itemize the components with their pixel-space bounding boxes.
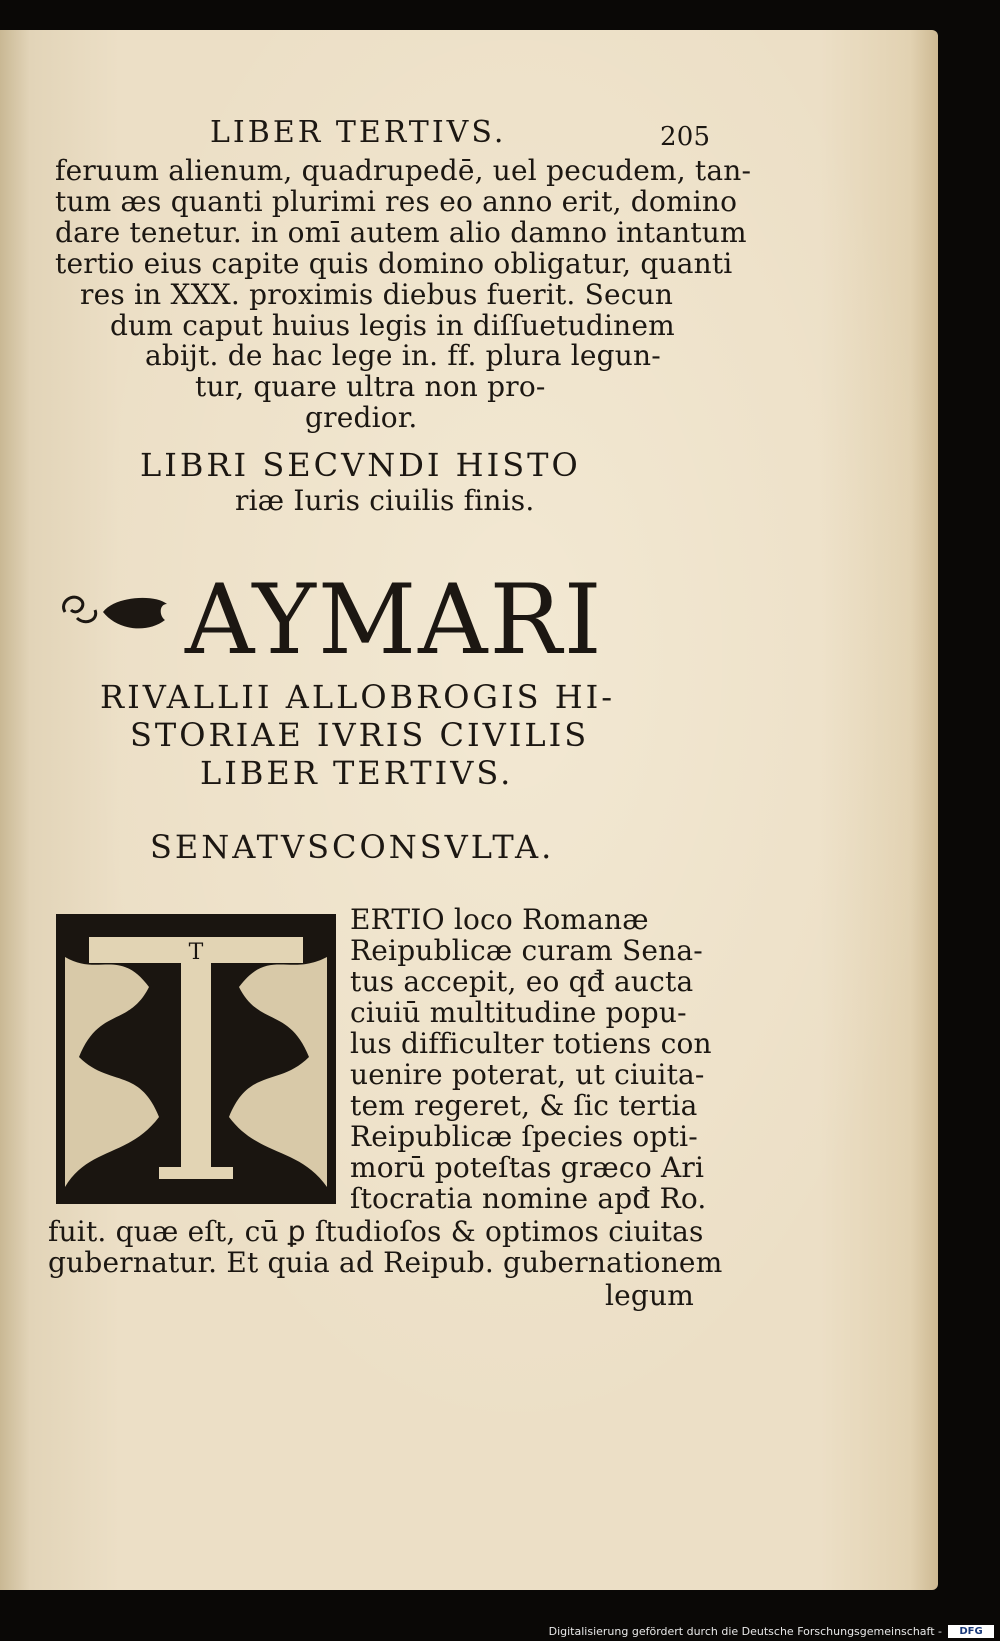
explicit-line: LIBRI SECVNDI HISTO bbox=[140, 446, 581, 484]
decorated-initial bbox=[56, 914, 336, 1204]
catchword: legum bbox=[605, 1279, 695, 1312]
text-line: dare tenetur. in omī autem alio damno intantum bbox=[55, 216, 747, 249]
text-line: ciuiū multitudine popu- bbox=[350, 996, 687, 1029]
dfg-logo: DFG bbox=[948, 1625, 994, 1638]
text-line: fuit. quæ eſt, cū ꝑ ſtudioſos & optimos ciuitas bbox=[48, 1215, 704, 1248]
woodcut-faces-illustration bbox=[59, 917, 333, 1201]
text-line: res in XXX. proximis diebus fuerit. Secun bbox=[80, 278, 674, 311]
folio-number: 205 bbox=[660, 122, 711, 152]
text-line: tus accepit, eo qđ aucta bbox=[350, 965, 694, 998]
text-line: tem regeret, & ſic tertia bbox=[350, 1089, 698, 1122]
text-line: morū poteſtas græco Ari bbox=[350, 1151, 705, 1184]
text-line: lus difficulter totiens con bbox=[350, 1027, 712, 1060]
section-heading: SENATVSCONSVLTA. bbox=[150, 828, 555, 866]
subtitle-line: LIBER TERTIVS. bbox=[200, 754, 514, 792]
initial-letter: T bbox=[188, 940, 204, 965]
funding-credit: Digitalisierung gefördert durch die Deutsche Forschungsgemeinschaft - bbox=[548, 1625, 942, 1638]
book-page bbox=[0, 30, 938, 1590]
text-line: feruum alienum, quadrupedē, uel pecudem, tan- bbox=[55, 154, 752, 187]
subtitle-line: RIVALLII ALLOBROGIS HI- bbox=[100, 678, 616, 716]
text-line: ERTIO loco Romanæ bbox=[350, 903, 649, 936]
text-line: Reipublicæ ſpecies opti- bbox=[350, 1120, 698, 1153]
text-line: abijt. de hac lege in. ff. plura legun- bbox=[145, 339, 661, 372]
text-line: tum æs quanti plurimi res eo anno erit, domino bbox=[55, 185, 738, 218]
text-line: Reipublicæ curam Sena- bbox=[350, 934, 703, 967]
book-title-aymari: AYMARI bbox=[185, 564, 604, 676]
fleuron-ornament bbox=[55, 582, 175, 642]
text-line: gubernatur. Et quia ad Reipub. gubernationem bbox=[48, 1246, 723, 1279]
text-line: gredior. bbox=[305, 401, 418, 434]
subtitle-line: STORIAE IVRIS CIVILIS bbox=[130, 716, 590, 754]
footer-bar bbox=[0, 1621, 1000, 1641]
running-head-title: LIBER TERTIVS. bbox=[210, 115, 507, 150]
text-line: tertio eius capite quis domino obligatur, quanti bbox=[55, 247, 733, 280]
text-line: dum caput huius legis in diſſuetudinem bbox=[110, 309, 675, 342]
text-line: ſtocratia nomine apđ Ro. bbox=[350, 1182, 707, 1215]
explicit-line: riæ Iuris ciuilis finis. bbox=[235, 484, 535, 517]
text-line: tur, quare ultra non pro- bbox=[195, 370, 546, 403]
text-line: uenire poterat, ut ciuita- bbox=[350, 1058, 705, 1091]
